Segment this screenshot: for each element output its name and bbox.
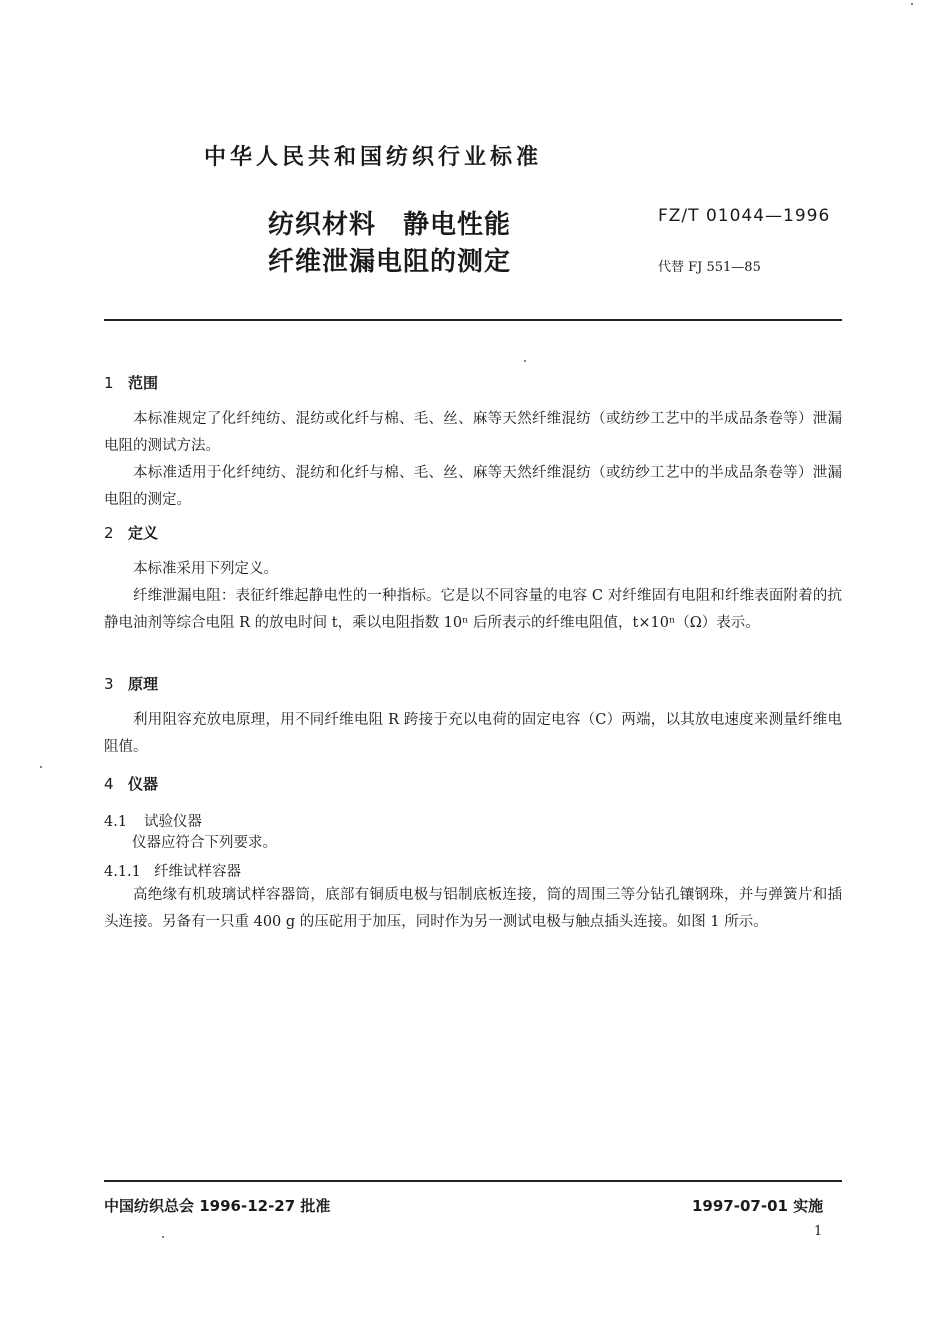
document-title-line1: 纺织材料 静电性能 — [268, 210, 512, 240]
approval-line: 中国纺织总会 1996-12-27 批准 — [104, 1197, 331, 1215]
section-title: 定义 — [128, 524, 159, 542]
section-title: 仪器 — [128, 775, 159, 793]
document-title-line2: 纤维泄漏电阻的测定 — [268, 247, 512, 277]
subsection-title: 试验仪器 — [144, 814, 202, 830]
section-2-paragraph-1: 本标准采用下列定义。 — [133, 561, 278, 577]
subsection-4-1-1-heading — [104, 860, 241, 881]
section-1-paragraph-1: 本标准规定了化纤纯纺、混纺或化纤与棉、毛、丝、麻等天然纤维混纺（或纺纱工艺中的半成品条卷等）泄漏电阻的测试方法。 — [104, 411, 842, 454]
section-1-heading — [104, 372, 158, 393]
scan-speck — [40, 766, 42, 768]
subsection-number: 4.1 — [104, 814, 128, 830]
section-1-paragraph-2: 本标准适用于化纤纯纺、混纺和化纤与棉、毛、丝、麻等天然纤维混纺（或纺纱工艺中的半成品条卷等）泄漏电阻的测定。 — [104, 465, 842, 508]
scan-speck — [911, 3, 913, 5]
standard-number: FZ/T 01044—1996 — [658, 206, 831, 226]
section-2-paragraph-2: 纤维泄漏电阻：表征纤维起静电性的一种指标。它是以不同容量的电容 C 对纤维固有电阻和纤维表面附着的抗静电油剂等综合电阻 R 的放电时间 t，乘以电阻指数 10ⁿ 后所表示的纤维电阻值，t×10ⁿ（Ω）表示。 — [104, 588, 842, 631]
page-number: 1 — [814, 1224, 823, 1239]
section-3-heading — [104, 673, 158, 694]
section-4-heading — [104, 773, 158, 794]
subsection-number: 4.1.1 — [104, 864, 141, 880]
section-3-paragraph-1: 利用阻容充放电原理，用不同纤维电阻 R 跨接于充以电荷的固定电容（C）两端，以其放电速度来测量纤维电阻值。 — [104, 712, 842, 755]
section-title: 原理 — [128, 675, 159, 693]
section-number: 2 — [104, 524, 114, 542]
section-2-heading — [104, 522, 158, 543]
footer-divider — [104, 1180, 842, 1182]
industry-standard-heading: 中华人民共和国纺织行业标准 — [204, 145, 543, 170]
subsection-4-1-heading — [104, 810, 202, 831]
scan-speck — [162, 1236, 164, 1238]
section-title: 范围 — [128, 374, 159, 392]
subsection-4-1-text: 仪器应符合下列要求。 — [132, 835, 277, 851]
section-number: 1 — [104, 374, 114, 392]
implementation-date: 1997-07-01 实施 — [692, 1197, 824, 1215]
subsection-title: 纤维试样容器 — [154, 864, 241, 880]
replaces-standard: 代替 FJ 551—85 — [658, 260, 761, 275]
header-divider — [104, 319, 842, 321]
subsection-4-1-1-text: 高绝缘有机玻璃试样容器筒，底部有铜质电极与铝制底板连接，筒的周围三等分钻孔镶钢珠，并与弹簧片和插头连接。另备有一只重 400 g 的压砣用于加压，同时作为另一测试电极与触点插头连接。如图 1 所示。 — [104, 887, 842, 930]
scan-speck — [524, 360, 526, 362]
section-number: 4 — [104, 775, 114, 793]
section-number: 3 — [104, 675, 114, 693]
